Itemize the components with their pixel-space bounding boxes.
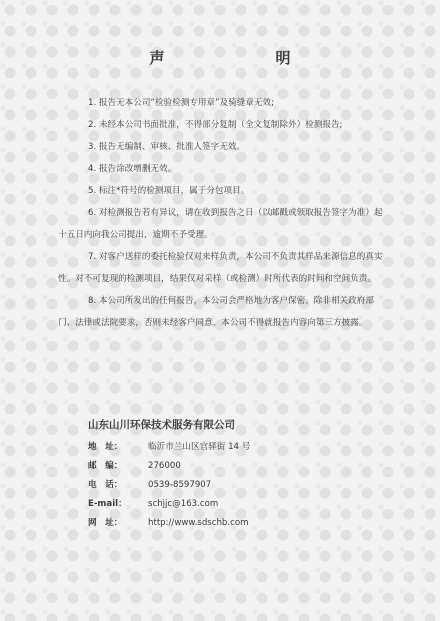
statement-item-7: 7. 对客户送样的委托检验仅对来样负责，本公司不负责其样品来源信息的真实性。对不可复现的检测项目，结果仅对采样（或检测）时所代表的时间和空间负责。 [58, 252, 383, 284]
contact-block [88, 438, 250, 533]
website-value: http://www.sdschb.com [148, 518, 249, 528]
statement-item-4: 4. 报告涂改增删无效。 [88, 164, 177, 174]
email-value: schjjc@163.com [148, 499, 219, 509]
email-row [88, 495, 250, 514]
zip-value: 276000 [148, 461, 181, 471]
address-label: 地 址： [88, 442, 123, 452]
phone-value: 0539-8597907 [148, 480, 212, 490]
email-label: E-mail： [88, 499, 127, 509]
address-value: 临沂市兰山区官驿街 14 号 [148, 442, 251, 452]
statement-item-8: 8. 本公司所发出的任何报告，本公司会严格地为客户保密。除非相关政府部门、法律或法院要求，否则未经客户同意，本公司不得就报告内容向第三方披露。 [58, 296, 374, 328]
statement-item-5: 5. 标注*符号的检测项目，属于分包项目。 [88, 186, 250, 196]
statement-item-6: 6. 对检测报告若有异议，请在收到报告之日（以邮戳或领取报告签字为准）起十五日内向我公司提出，逾期不予受理。 [58, 208, 383, 240]
website-label: 网 址： [88, 518, 123, 528]
company-name: 山东山川环保技术服务有限公司 [88, 419, 235, 431]
address-row [88, 438, 250, 457]
phone-label: 电 话： [88, 480, 123, 490]
zip-label: 邮 编： [88, 461, 123, 471]
statement-item-2: 2. 未经本公司书面批准，不得部分复制（全文复制除外）检测报告; [88, 120, 343, 130]
statement-item-3: 3. 报告无编制、审核、批准人签字无效。 [88, 142, 246, 152]
page-title: 声 明 [149, 49, 339, 67]
phone-row [88, 476, 250, 495]
website-row [88, 514, 250, 533]
statement-item-1: 1. 报告无本公司“检验检测专用章”及骑缝章无效; [88, 98, 275, 108]
statement-list [58, 92, 388, 334]
zip-row [88, 457, 250, 476]
